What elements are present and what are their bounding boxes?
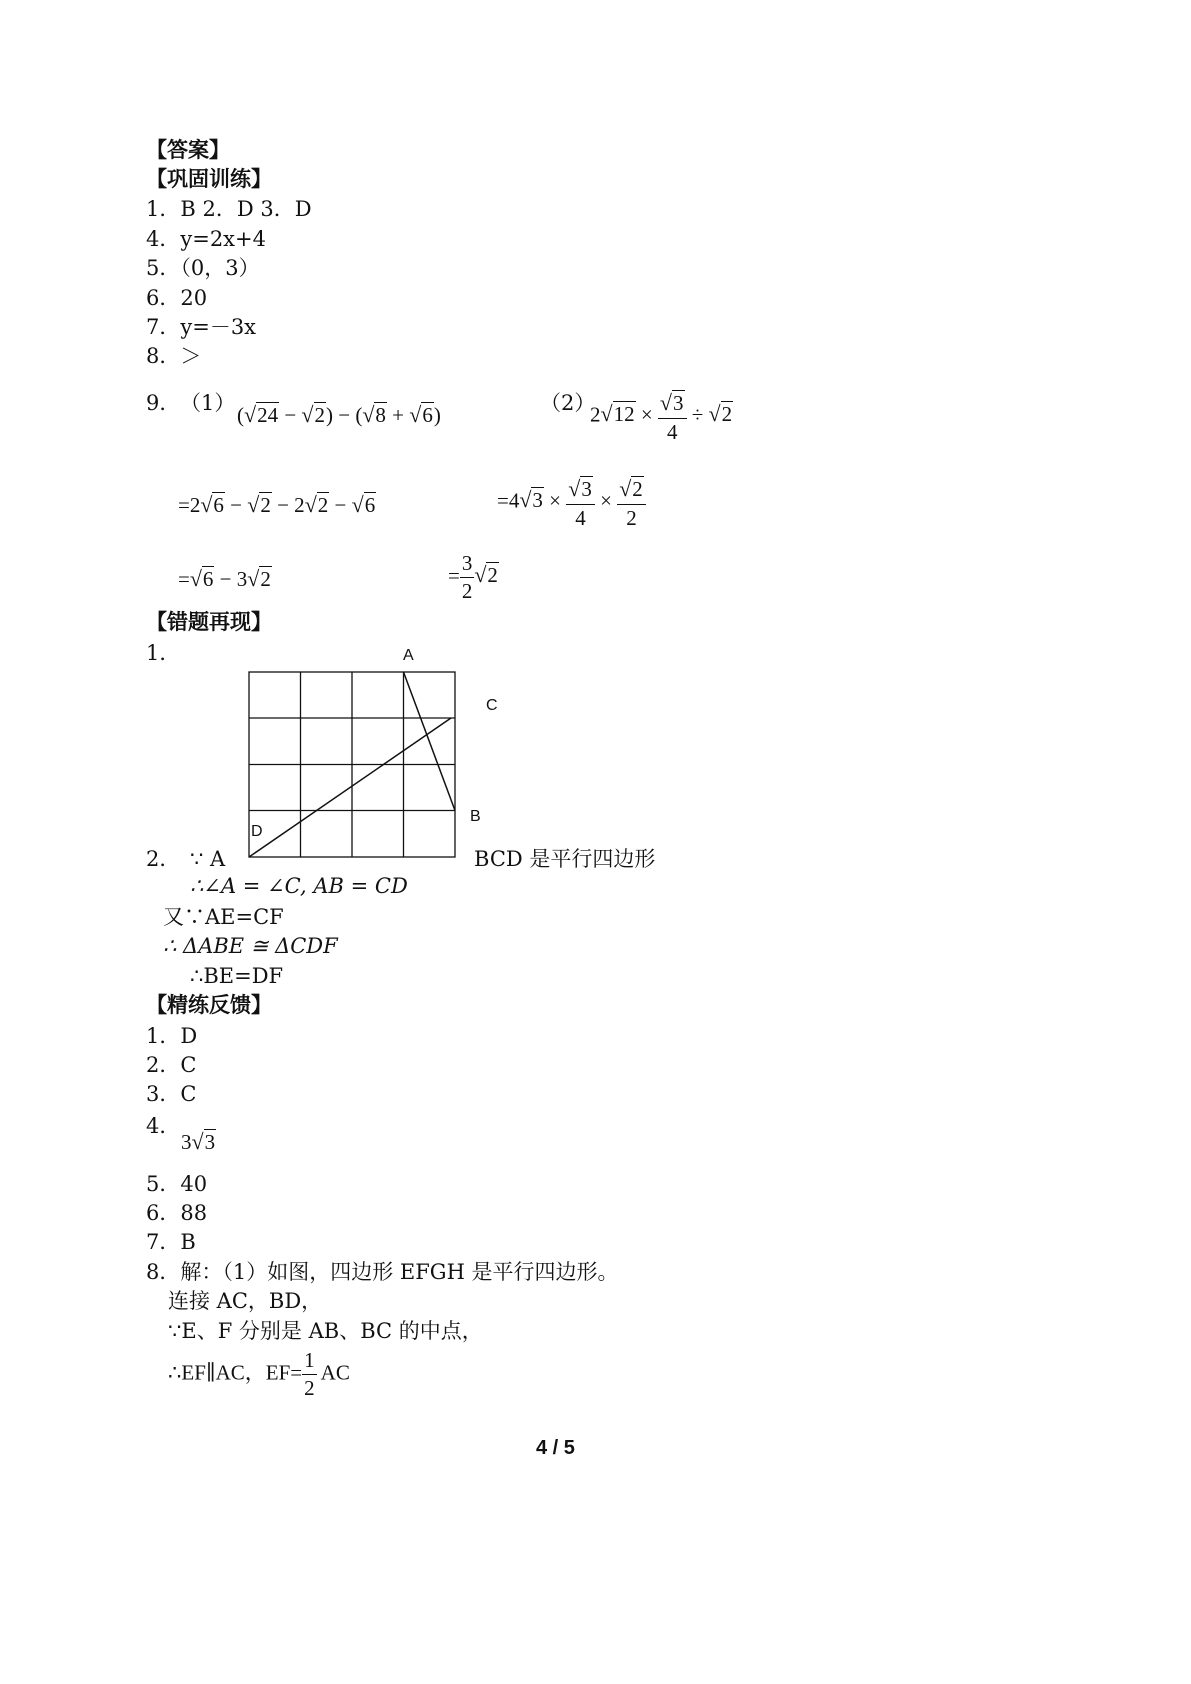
grid-figure bbox=[240, 660, 470, 860]
s3-line-5: 5．40 bbox=[146, 1172, 208, 1196]
q9-part1-expression: (√24 − √2) − (√8 + √6) bbox=[237, 402, 441, 427]
q9-number: 9． bbox=[146, 391, 181, 415]
point-c-label: C bbox=[486, 697, 498, 714]
answer-line-4: 4．y=2x+4 bbox=[146, 227, 266, 251]
answer-line-7: 7．y=－3x bbox=[146, 315, 257, 339]
s2-q2-line3: 又∵AE=CF bbox=[163, 905, 284, 929]
s3-line-7: 7．B bbox=[146, 1230, 196, 1254]
s3-line-1: 1．D bbox=[146, 1024, 198, 1048]
answer-line-5: 5．（0，3） bbox=[146, 256, 260, 280]
s2-q2-line5: ∴BE=DF bbox=[190, 964, 284, 988]
point-a-label: A bbox=[403, 647, 414, 664]
s2-q1-number: 1． bbox=[146, 641, 181, 665]
s3-line-3: 3．C bbox=[146, 1082, 197, 1106]
s3-q4-number: 4． bbox=[146, 1114, 181, 1138]
segment-ab bbox=[404, 672, 456, 811]
s3-line-6: 6．88 bbox=[146, 1201, 208, 1225]
section-title-error-review: 【错题再现】 bbox=[146, 610, 272, 634]
s2-q2-because: ∵ A bbox=[190, 847, 226, 871]
q9-part2-expression: 2√12 × $\frac{√3}{4}$ ÷ √2 bbox=[590, 390, 733, 445]
q9-part1-step1: =2√6 − √2 − 2√2 − √6 bbox=[178, 492, 376, 517]
s3-q8-line3: ∵E、F 分别是 AB、BC 的中点， bbox=[168, 1319, 483, 1343]
q9-part1-step2: =√6 − 3√2 bbox=[178, 566, 271, 591]
page-number: 4 / 5 bbox=[536, 1437, 575, 1459]
s2-q2-number: 2． bbox=[146, 847, 181, 871]
s2-q2-line4: ∴ ΔABE ≅ ΔCDF bbox=[163, 934, 338, 958]
q9-part2-step1: =4√3 × $\frac{√3}{4}$ × $\frac{√2}{2}$ bbox=[497, 476, 646, 529]
point-b-label: B bbox=[470, 808, 481, 825]
s3-line-2: 2．C bbox=[146, 1053, 197, 1077]
q9-part2-step2: = $\frac{3}{2}$ √2 bbox=[448, 551, 498, 603]
s3-q8-line2: 连接 AC，BD， bbox=[168, 1289, 323, 1313]
answer-line-8: 8．＞ bbox=[146, 344, 202, 368]
q9-part1-label: （1） bbox=[180, 391, 236, 415]
section-title-practice-feedback: 【精练反馈】 bbox=[146, 993, 272, 1017]
point-d-label: D bbox=[251, 823, 263, 840]
s2-q2-line2: ∴∠A = ∠C, AB = CD bbox=[190, 874, 408, 898]
s3-q8-line1: 8．解：（1）如图，四边形 EFGH 是平行四边形。 bbox=[146, 1260, 619, 1284]
answer-heading: 【答案】 bbox=[146, 138, 230, 162]
q9-part2-label: （2） bbox=[540, 391, 596, 415]
segment-dc bbox=[249, 718, 451, 857]
section-title-consolidation: 【巩固训练】 bbox=[146, 167, 272, 191]
answer-line-6: 6．20 bbox=[146, 286, 208, 310]
s3-q8-line4: ∴EF∥AC，EF= $\frac{1}{2}$ AC bbox=[168, 1348, 350, 1400]
answer-line-1: 1．B 2．D 3．D bbox=[146, 197, 312, 221]
s2-q2-tail: BCD 是平行四边形 bbox=[474, 847, 656, 871]
s3-q4-answer: 3√3 bbox=[181, 1129, 216, 1154]
